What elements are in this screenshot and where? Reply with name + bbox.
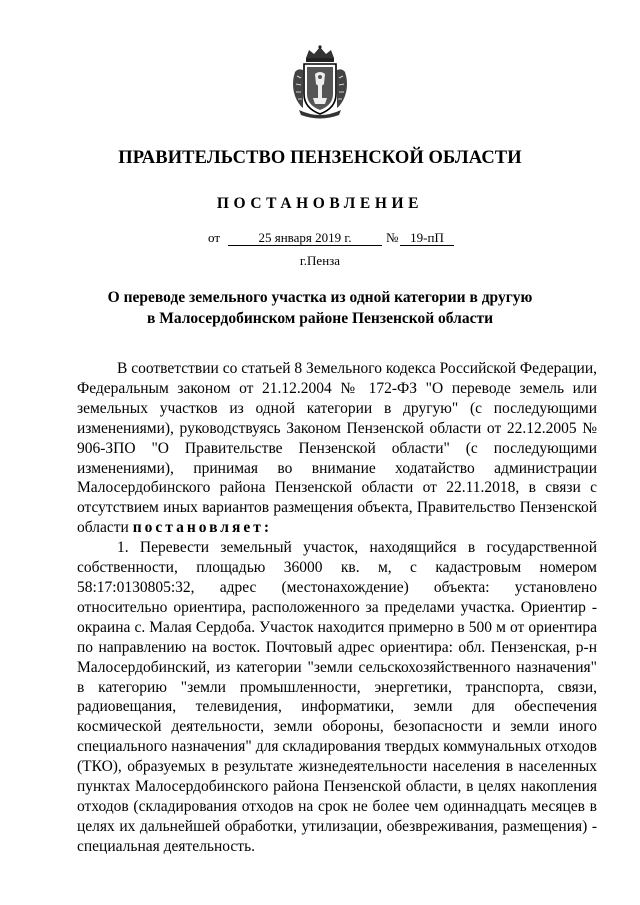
document-subject xyxy=(0,287,640,329)
organization-title: ПРАВИТЕЛЬСТВО ПЕНЗЕНСКОЙ ОБЛАСТИ xyxy=(118,148,522,168)
document-type-title: ПОСТАНОВЛЕНИЕ xyxy=(216,195,424,212)
preamble-text: В соответствии со статьей 8 Земельного кодекса Российской Федерации, Федеральным законом от 21.12.2004 № 172-ФЗ "О переводе земель или земельных участков из одной категории в другую" (с последующими изменениями), руководствуясь Законом Пензенской области от 22.12.2005 № 906-ЗПО "О Правительстве Пензенской области" (с последующими изменениями), принимая во внимание ходатайство администрации Малосердобинского района Пензенской области от 22.11.2018, в связи с отсутствием иных вариантов размещения объекта, Правительство Пензенской области xyxy=(77,360,597,537)
clause-1-paragraph: 1. Перевести земельный участок, находящийся в государственной собственности, площадью 36000 кв. м, с кадастровым номером 58:17:0130805:32, адрес (местонахождение) объекта: установлено относительно ориентира, расположенного за пределами участка. Ориентир - окраина с. Малая Сердоба. Участок находится примерно в 500 м от ориентира по направлению на восток. Почтовый адрес ориентира: обл. Пензенская, р-н Малосердобинский, из категории "земли сельскохозяйственного назначения" в категорию "земли промышленности, энергетики, транспорта, связи, радиовещания, телевидения, информатики, земли для обеспечения космической деятельности, земли обороны, безопасности и земли иного специального назначения" для складирования твердых коммунальных отходов (ТКО), образуемых в результате жизнедеятельности населения в населенных пунктах Малосердобинского района Пензенской области, в целях накопления отходов (складирования отходов на срок не более чем одиннадцать месяцев в целях их дальнейшей обработки, утилизации, обезвреживания, размещения) - специальная деятельность. xyxy=(77,539,597,855)
subject-line-2: в Малосердобинском районе Пензенской области xyxy=(146,310,494,327)
city-label: г.Пенза xyxy=(299,253,341,268)
subject-line-1: О переводе земельного участка из одной категории в другую xyxy=(107,289,533,306)
number-label: № xyxy=(386,230,399,245)
date-number-line xyxy=(208,230,488,248)
coat-of-arms-icon xyxy=(289,44,351,119)
document-body xyxy=(77,359,597,857)
resolves-keyword: постановляет: xyxy=(132,519,273,537)
preamble-paragraph xyxy=(77,359,597,538)
date-from-label: от xyxy=(208,230,221,245)
document-number: 19-пП xyxy=(400,230,454,246)
document-date: 25 января 2019 г. xyxy=(228,230,382,246)
